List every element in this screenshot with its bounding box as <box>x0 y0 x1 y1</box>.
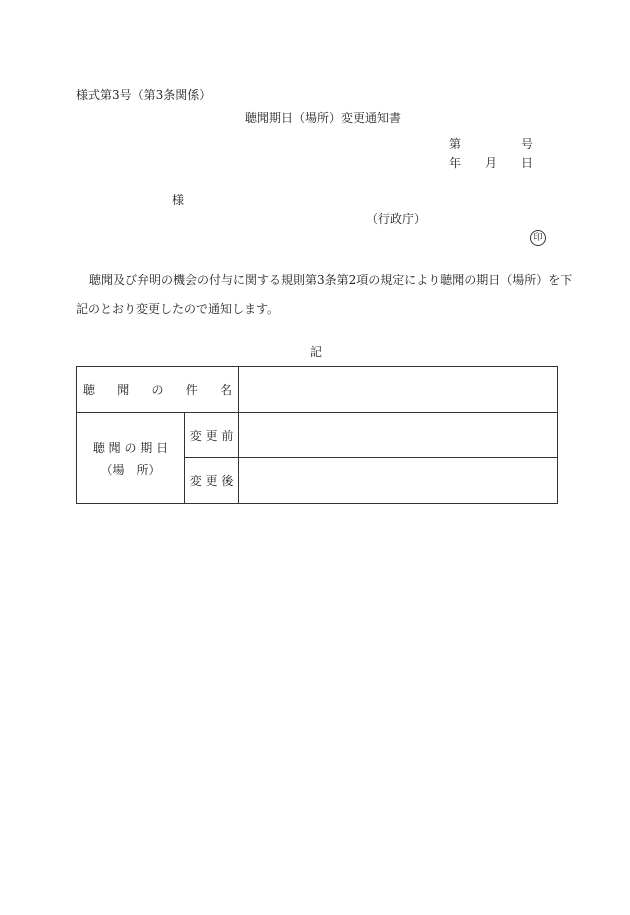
document-title: 聴聞期日（場所）変更通知書 <box>245 111 402 125</box>
case-name-label <box>77 381 238 398</box>
case-name-char: の <box>151 383 164 397</box>
hearing-place-label: （場 所） <box>100 463 161 477</box>
form-number: 様式第3号（第3条関係） <box>76 88 212 102</box>
case-name-char: 聞 <box>117 383 130 397</box>
doc-number-go: 号 <box>521 137 534 151</box>
date-year: 年 <box>449 156 462 170</box>
case-name-char: 聴 <box>83 383 96 397</box>
hearing-date-label-cell <box>77 413 185 504</box>
table-row <box>77 413 558 458</box>
after-change-value-cell[interactable] <box>239 458 558 504</box>
date-day: 日 <box>521 156 534 170</box>
after-change-label: 変 更 後 <box>185 458 239 504</box>
body-line-1: 聴聞及び弁明の機会の付与に関する規則第3条第2項の規定により聴聞の期日（場所）を下 <box>89 273 573 287</box>
case-name-value-cell[interactable] <box>239 367 558 413</box>
date-month: 月 <box>485 156 498 170</box>
notice-table <box>76 366 558 504</box>
hearing-date-label: 聴 聞 の 期 日 <box>92 441 169 455</box>
seal-mark: 印 <box>530 230 546 246</box>
before-change-value-cell[interactable] <box>239 413 558 458</box>
case-name-char: 件 <box>185 383 198 397</box>
addressee-suffix: 様 <box>172 193 185 207</box>
before-change-label: 変 更 前 <box>185 413 239 458</box>
doc-number-dai: 第 <box>449 137 462 151</box>
body-line-2: 記のとおり変更したので通知します。 <box>76 302 280 316</box>
table-row <box>77 367 558 413</box>
case-name-label-cell <box>77 367 239 413</box>
ki-heading: 記 <box>310 345 323 359</box>
case-name-char: 名 <box>220 383 233 397</box>
issuer-label: （行政庁） <box>366 212 427 226</box>
